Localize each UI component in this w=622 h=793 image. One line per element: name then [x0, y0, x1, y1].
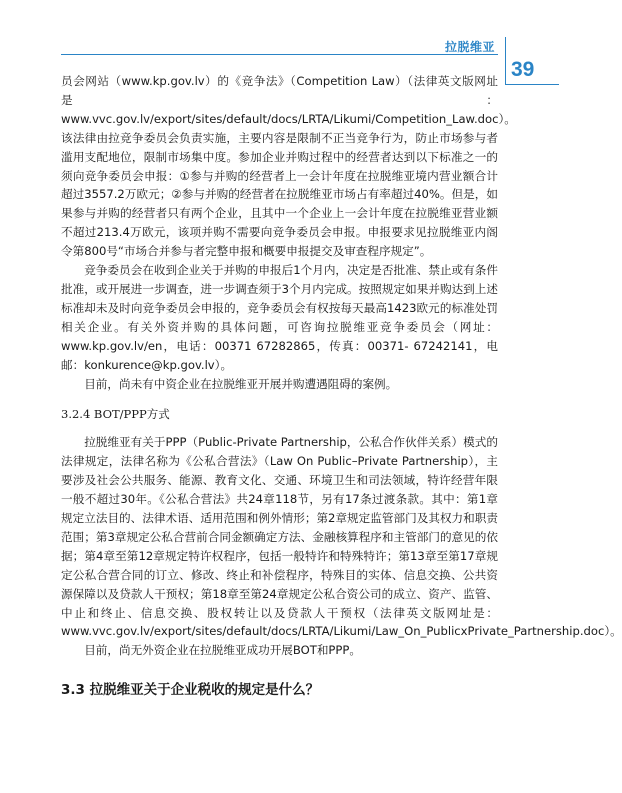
running-title: 拉脱维亚 [444, 40, 495, 54]
paragraph-merger-review: 竞争委员会在收到企业关于并购的申报后1个月内，决定是否批准、禁止或有条件批准，或开展进一步调查，进一步调查须于3个月内完成。按照规定如果并购达到上述标准却未及时向竞争委员会申报的，竞争委员会有权按每天最高1423欧元的标准处罚相关企业。有关外资并购的具体问题，可咨询拉脱维亚竞争委员会（网址：www.kp.gov.lv/en，电话：00371 67282865，传真：00371- 67242141，电邮：konkurence@kp.gov.lv）。 [61, 263, 498, 372]
page-header [0, 0, 559, 81]
subheading-bot-ppp: 3.2.4 BOT/PPP方式 [61, 407, 170, 422]
page-body [61, 72, 622, 700]
page-number: 39 [511, 58, 535, 81]
section-heading-tax: 3.3 拉脱维亚关于企业税收的规定是什么？ [61, 682, 320, 699]
paragraph-no-cases: 目前，尚未有中资企业在拉脱维亚开展并购遭遇阻碍的案例。 [84, 376, 398, 391]
paragraph-ppp-law: 拉脱维亚有关于PPP（Public-Private Partnership，公私合作伙伴关系）模式的法律规定，法律名称为《公私合营法》（Law On Public–Private Partnership），主要涉及社会公共服务、能源、教育文化、交通、环境卫生和司法领域，特许经营年限一般不超过30年。《公私合营法》共24章118节，另有17条过渡条款。其中：第1章规定立法目的、法律术语、适用范围和例外情形；第2章规定监管部门及其权力和职责范围；第3章规定公私合营前合同金额确定方法、金融核算程序和主管部门的意见的依据；第4章至第12章规定特许权程序，包括一般特许和特殊特许；第13章至第17章规定公私合营合同的订立、修改、终止和补偿程序，特殊目的实体、信息交换、公共资源保障以及贷款人干预权；第18章至第24章规定公私合资公司的成立、资产、监管、中止和终止、信息交换、股权转让以及贷款人干预权（法律英文版网址是：www.vvc.gov.lv/export/sites/default/docs/LRTA/Likumi/Law_On_PublicxPrivate_Partnership.doc）。 [61, 435, 622, 639]
header-rule [61, 54, 498, 55]
paragraph-competition-law: 员会网站（www.kp.gov.lv）的《竞争法》（Competition Law）（法律英文版网址是：www.vvc.gov.lv/export/sites/default/docs/LRTA/Likumi/Competition_Law.doc）。该法律由拉竞争委员会负责实施，主要内容是限制不正当竞争行为，防止市场参与者滥用支配地位，限制市场集中度。参加企业并购过程中的经营者达到以下标准之一的须向竞争委员会申报：①参与并购的经营者上一会计年度在拉脱维亚境内营业额合计超过3557.2万欧元；②参与并购的经营者在拉脱维亚市场占有率超过40%。但是，如果参与并购的经营者只有两个企业，且其中一个企业上一会计年度在拉脱维亚营业额不超过213.4万欧元，该项并购不需要向竞争委员会申报。申报要求见拉脱维亚内阁令第800号“市场合并参与者完整申报和概要申报提交及审查程序规定”。 [61, 74, 516, 259]
paragraph-no-bot-ppp: 目前，尚无外资企业在拉脱维亚成功开展BOT和PPP。 [84, 643, 361, 658]
